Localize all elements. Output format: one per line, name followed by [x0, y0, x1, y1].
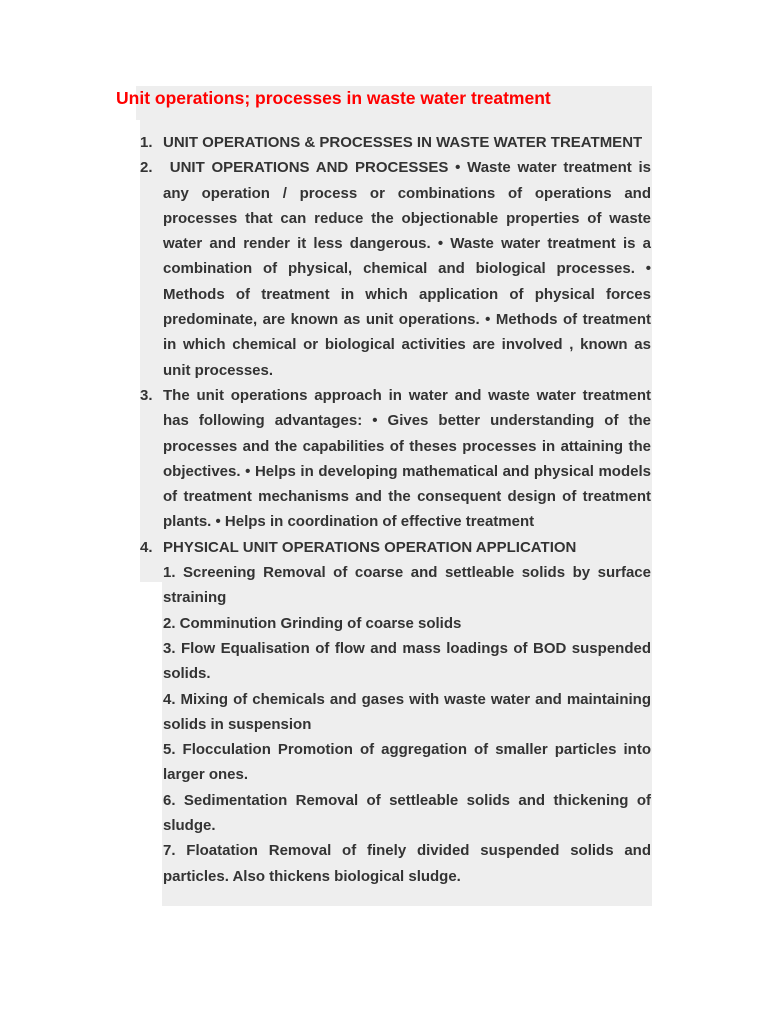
list-item-2 — [140, 155, 656, 383]
list-item-number: 1. — [140, 134, 153, 151]
sub-item-flow: 3. Flow Equalisation of flow and mass loadings of BOD suspended solids. — [163, 639, 651, 683]
sub-item-floatation: 7. Floatation Removal of finely divided suspended solids and particles. Also thickens biological sludge. — [163, 842, 651, 885]
list-item-number: 4. — [140, 538, 153, 556]
list-item-4 — [140, 535, 651, 560]
sub-item-screening: 1. Screening Removal of coarse and settleable solids by surface straining — [163, 564, 651, 607]
sub-item-mixing: 4. Mixing of chemicals and gases with waste water and maintaining solids in suspension — [163, 690, 651, 733]
sub-item-sedimentation: 6. Sedimentation Removal of settleable solids and thickening of sludge. — [163, 791, 651, 835]
sub-item-comminution: 2. Comminution Grinding of coarse solids — [163, 614, 462, 632]
sub-item-flocculation: 5. Flocculation Promotion of aggregation of smaller particles into larger ones. — [163, 741, 651, 784]
page-title — [116, 86, 652, 112]
list-item-text: PHYSICAL UNIT OPERATIONS OPERATION APPLICATION — [163, 538, 577, 556]
list-item-number: 3. — [140, 386, 153, 404]
page-title-text: Unit operations; processes in waste water treatment — [116, 88, 551, 108]
list-item-text: UNIT OPERATIONS & PROCESSES IN WASTE WATER TREATMENT — [163, 134, 643, 151]
list-item-number: 2. — [140, 159, 153, 177]
list-item-text: The unit operations approach in water and waste water treatment has following advantages: • Gives better understanding of the processes and the capabilities of theses processes in attaining the objectives. • Helps in developing mathematical and physical models of treatment mechanisms and the consequent design of treatment plants. • Helps in coordination of effective treatment — [163, 386, 651, 531]
physical-operations-list — [163, 560, 651, 889]
list-item-3 — [140, 383, 651, 535]
list-item-text: UNIT OPERATIONS AND PROCESSES • Waste water treatment is any operation / process or combinations of operations and processes that can reduce the objectionable properties of waste water and render it less dangerous. • Waste water treatment is a combination of physical, chemical and biological processes. • Methods of treatment in which application of physical forces predominate, are known as unit operations. • Methods of treatment in which chemical or biological activities are involved , known as unit processes. — [163, 159, 656, 379]
list-item-1 — [140, 130, 651, 155]
document-body — [140, 130, 656, 889]
